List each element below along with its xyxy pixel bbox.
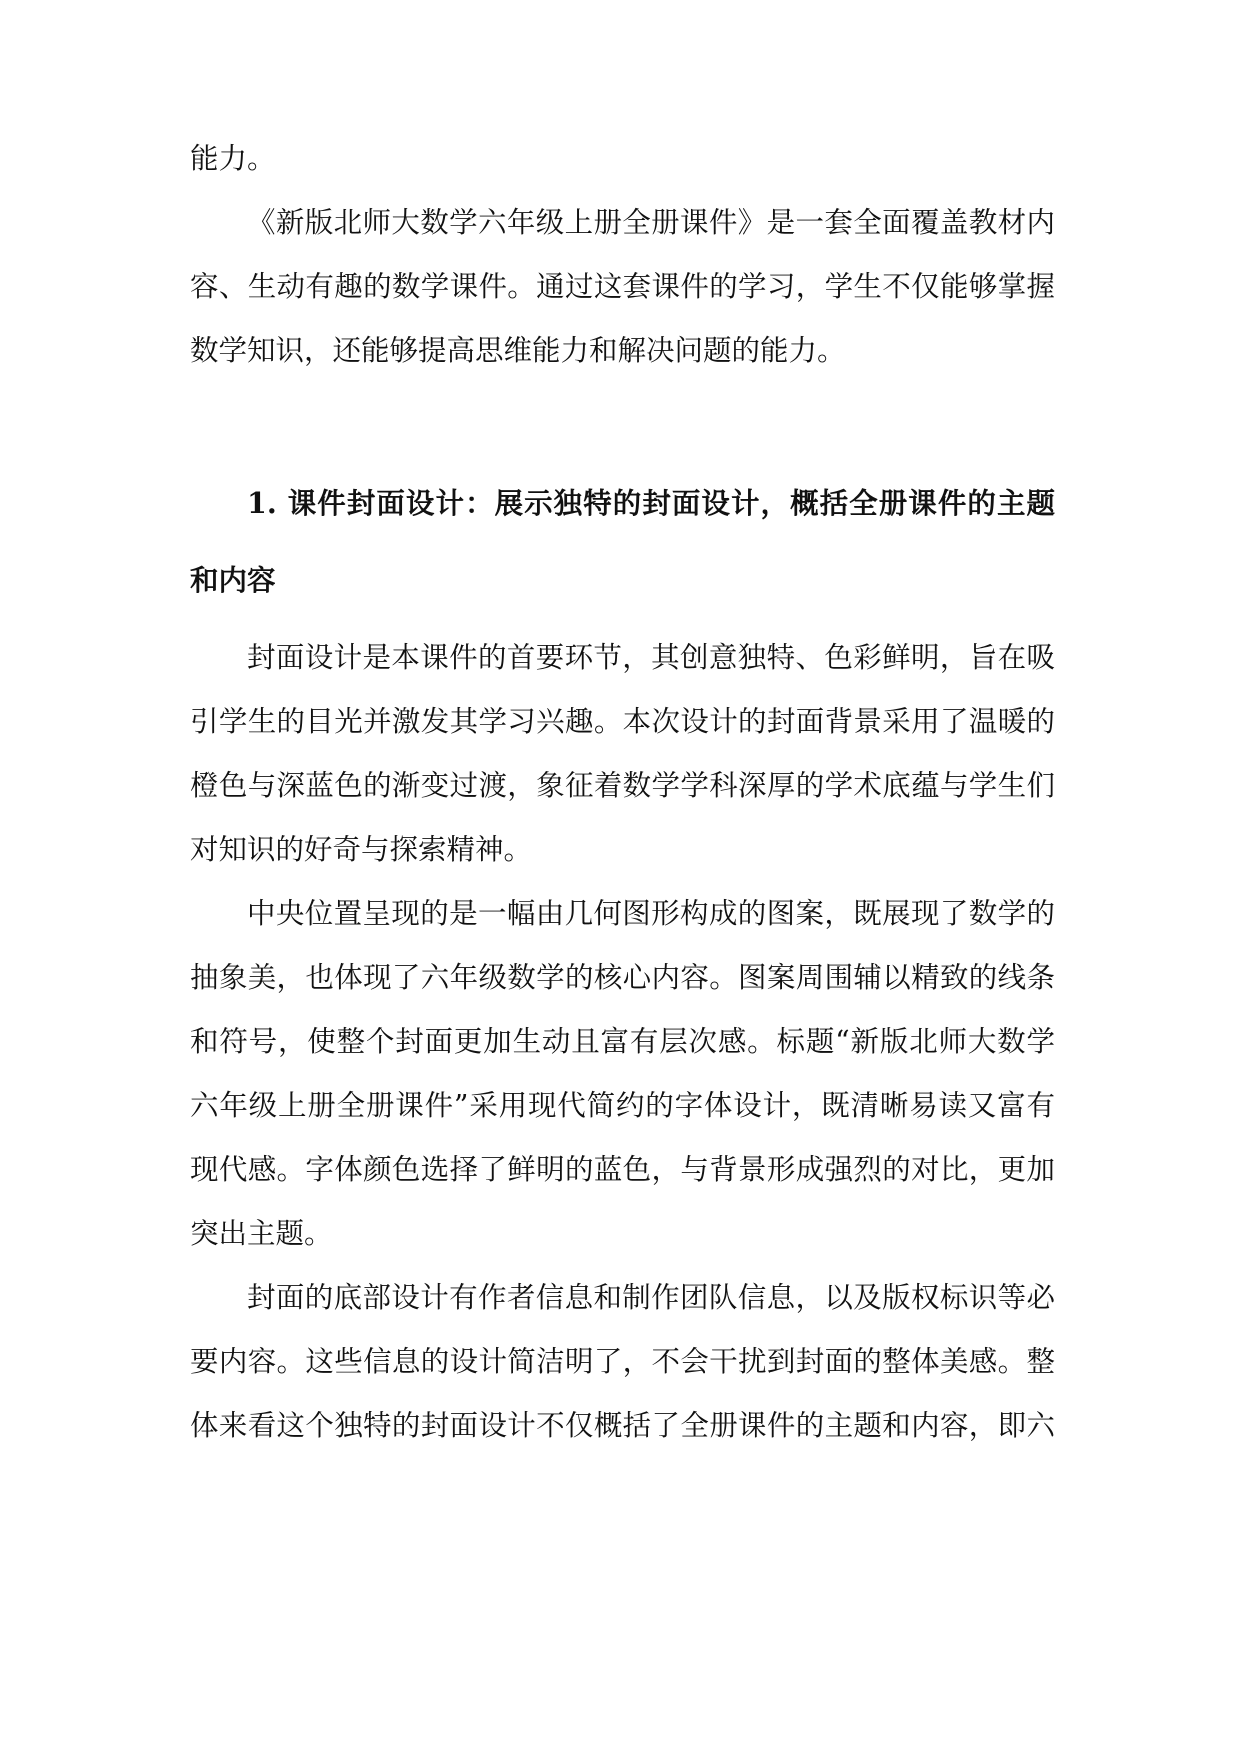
bottom-paragraph-line: 要内容。这些信息的设计简洁明了，不会干扰到封面的整体美感。整 (190, 1345, 1055, 1378)
cover-paragraph-line: 橙色与深蓝色的渐变过渡，象征着数学学科深厚的学术底蕴与学生们 (190, 769, 1055, 802)
intro-paragraph-line: 数学知识，还能够提高思维能力和解决问题的能力。 (190, 334, 846, 367)
cover-paragraph-line: 对知识的好奇与探索精神。 (190, 833, 533, 866)
bottom-paragraph-line: 体来看这个独特的封面设计不仅概括了全册课件的主题和内容，即六 (190, 1409, 1055, 1442)
center-paragraph-line: 中央位置呈现的是一幅由几何图形构成的图案，既展现了数学的 (247, 897, 1055, 930)
intro-paragraph-line: 容、生动有趣的数学课件。通过这套课件的学习，学生不仅能够掌握 (190, 270, 1055, 303)
center-paragraph-line: 突出主题。 (190, 1217, 333, 1250)
intro-paragraph-line: 《新版北师大数学六年级上册全册课件》是一套全面覆盖教材内 (247, 206, 1055, 239)
cover-paragraph-line: 封面设计是本课件的首要环节，其创意独特、色彩鲜明，旨在吸 (247, 641, 1055, 674)
center-paragraph-line: 抽象美，也体现了六年级数学的核心内容。图案周围辅以精致的线条 (190, 961, 1055, 994)
center-paragraph-line: 现代感。字体颜色选择了鲜明的蓝色，与背景形成强烈的对比，更加 (190, 1153, 1055, 1186)
cover-paragraph-line: 引学生的目光并激发其学习兴趣。本次设计的封面背景采用了温暖的 (190, 705, 1055, 738)
section-heading: 和内容 (190, 563, 276, 597)
center-paragraph-line: 和符号，使整个封面更加生动且富有层次感。标题“新版北师大数学 (190, 1025, 1055, 1058)
section-heading: 1. 课件封面设计：展示独特的封面设计，概括全册课件的主题 (247, 486, 1055, 520)
continuation-text: 能力。 (190, 142, 276, 175)
bottom-paragraph-line: 封面的底部设计有作者信息和制作团队信息，以及版权标识等必 (247, 1281, 1055, 1314)
center-paragraph-line: 六年级上册全册课件”采用现代简约的字体设计，既清晰易读又富有 (190, 1089, 1055, 1122)
